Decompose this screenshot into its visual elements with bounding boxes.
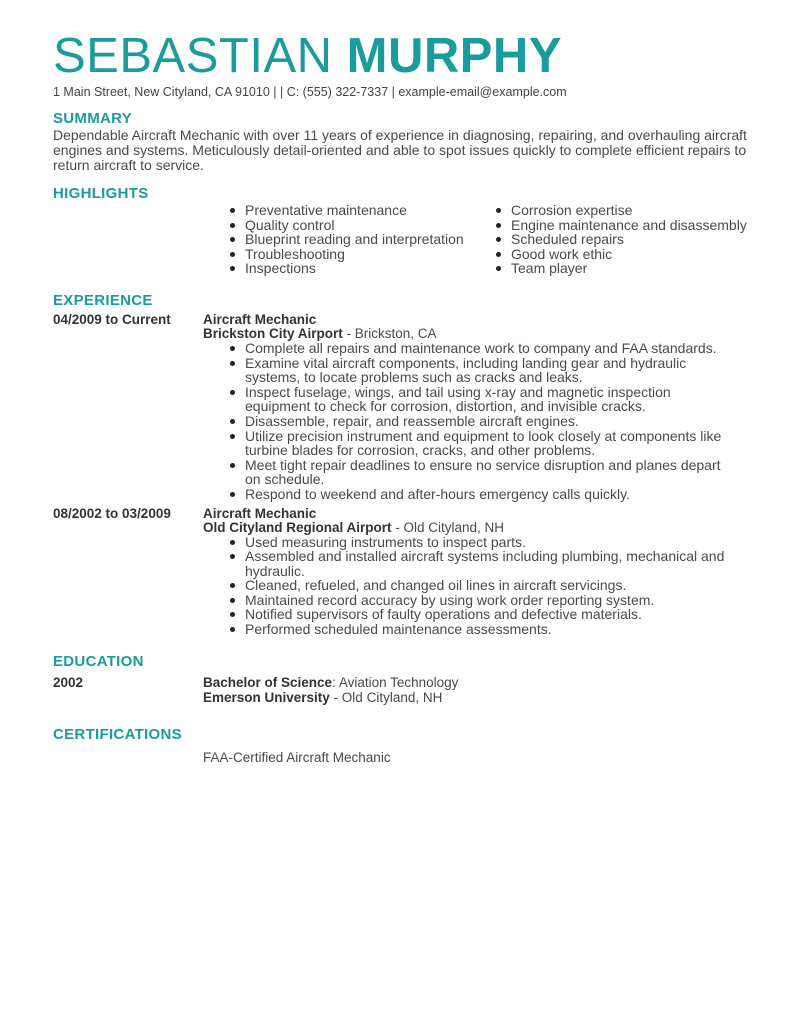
highlight-item: Preventative maintenance	[230, 203, 482, 218]
highlight-item: Blueprint reading and interpretation	[230, 232, 482, 247]
duty-item: Meet tight repair deadlines to ensure no service disruption and planes depart on schedule.	[230, 458, 730, 487]
duty-item: Examine vital aircraft components, including landing gear and hydraulic systems, to locate problems such as cracks and leaks.	[230, 356, 730, 385]
duty-item: Disassemble, repair, and reassemble aircraft engines.	[230, 414, 730, 429]
employer-location: - Old Cityland, NH	[391, 519, 505, 535]
employer-line	[203, 521, 743, 535]
employer-line	[203, 327, 743, 341]
highlight-item: Engine maintenance and disassembly	[496, 218, 748, 233]
duty-item: Respond to weekend and after-hours emergency calls quickly.	[230, 487, 730, 502]
education-year: 2002	[53, 674, 84, 690]
experience-list	[53, 312, 753, 637]
field-of-study: : Aviation Technology	[332, 674, 459, 690]
highlights-column-2	[496, 203, 748, 276]
job-duties	[203, 341, 730, 502]
highlight-item: Corrosion expertise	[496, 203, 748, 218]
job-entry	[53, 312, 753, 502]
school-name: Emerson University	[203, 689, 330, 705]
highlights-heading: HIGHLIGHTS	[53, 185, 149, 202]
job-title: Aircraft Mechanic	[203, 505, 317, 521]
first-name: SEBASTIAN	[53, 29, 333, 83]
duty-item: Utilize precision instrument and equipment to look closely at components like turbine blades for corrosion, cracks, and other problems.	[230, 429, 730, 458]
duty-item: Maintained record accuracy by using work order reporting system.	[230, 593, 730, 608]
job-dates: 08/2002 to 03/2009	[53, 505, 171, 521]
certification-item: FAA-Certified Aircraft Mechanic	[203, 749, 391, 765]
experience-heading: EXPERIENCE	[53, 291, 153, 309]
highlight-item: Quality control	[230, 218, 482, 233]
highlight-item: Good work ethic	[496, 247, 748, 262]
employer-name: Brickston City Airport	[203, 325, 343, 341]
duty-item: Assembled and installed aircraft systems including plumbing, mechanical and hydraulic.	[230, 549, 730, 578]
duty-item: Inspect fuselage, wings, and tail using x-ray and magnetic inspection equipment to check for corrosion, distortion, and invisible cracks.	[230, 385, 730, 414]
certifications-heading: CERTIFICATIONS	[53, 725, 182, 743]
resume-page	[53, 28, 753, 765]
highlight-item: Inspections	[230, 261, 482, 276]
job-title: Aircraft Mechanic	[203, 311, 317, 327]
contact-info: 1 Main Street, New Cityland, CA 91010 | | C: (555) 322-7337 | example-email@example.com	[53, 85, 567, 99]
duty-item: Cleaned, refueled, and changed oil lines in aircraft servicings.	[230, 578, 730, 593]
duty-item: Complete all repairs and maintenance work to company and FAA standards.	[230, 341, 730, 356]
highlights-list	[230, 203, 753, 276]
education-entry	[53, 675, 753, 705]
duty-item: Notified supervisors of faulty operations and defective materials.	[230, 607, 730, 622]
highlight-item: Scheduled repairs	[496, 232, 748, 247]
highlight-item: Troubleshooting	[230, 247, 482, 262]
job-details	[203, 312, 743, 502]
employer-name: Old Cityland Regional Airport	[203, 519, 392, 535]
duty-item: Performed scheduled maintenance assessments.	[230, 622, 730, 637]
summary-heading: SUMMARY	[53, 110, 133, 127]
school-line	[203, 690, 458, 705]
highlights-column-1	[230, 203, 482, 276]
education-heading: EDUCATION	[53, 652, 144, 670]
summary-text: Dependable Aircraft Mechanic with over 11 years of experience in diagnosing, repairing, and overhauling aircraft engines and systems. Meticulously detail-oriented and able to spot issues quickly to complete efficient repairs to return aircraft to service.	[53, 127, 747, 173]
job-entry	[53, 506, 753, 637]
highlight-item: Team player	[496, 261, 748, 276]
duty-item: Used measuring instruments to inspect parts.	[230, 535, 730, 550]
school-location: - Old Cityland, NH	[329, 689, 443, 705]
degree: Bachelor of Science	[203, 674, 333, 690]
candidate-name	[53, 28, 753, 84]
degree-line	[203, 675, 458, 690]
job-duties	[203, 535, 730, 637]
employer-location: - Brickston, CA	[342, 325, 437, 341]
job-details	[203, 506, 743, 637]
last-name: MURPHY	[346, 29, 562, 83]
job-dates: 04/2009 to Current	[53, 311, 171, 327]
